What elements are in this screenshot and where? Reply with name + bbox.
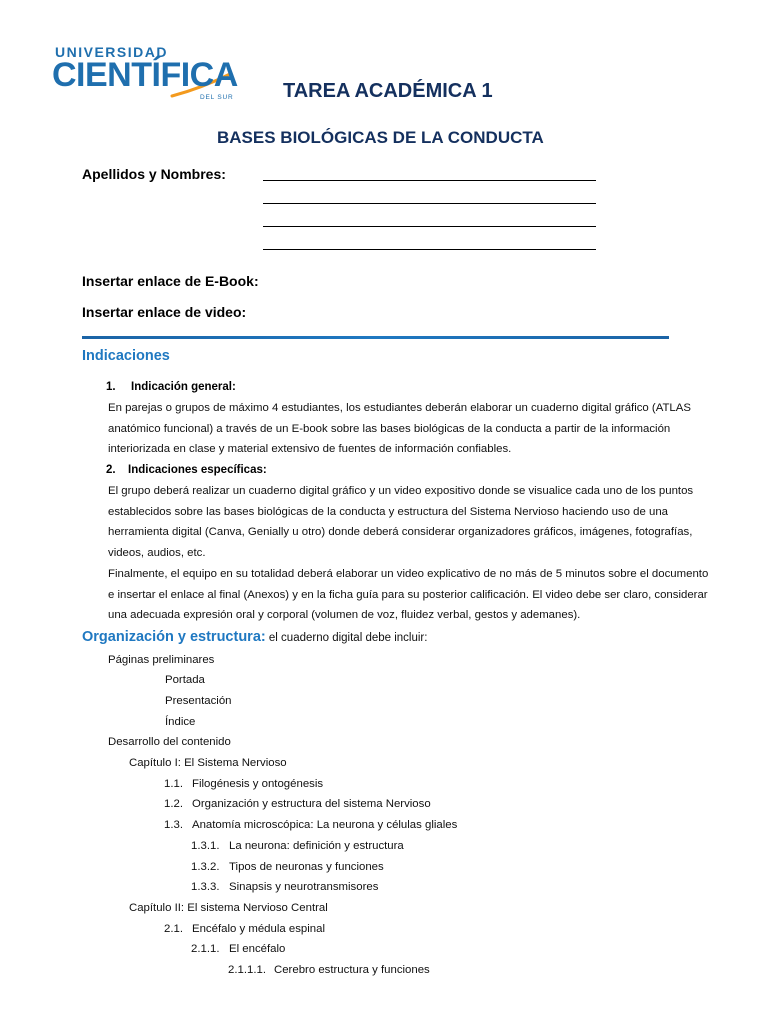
- item1-line: anatómico funcional) a través de un E-book sobre las bases biológicas de la conducta a partir de la información: [108, 422, 671, 435]
- toc-prelim-item: Presentación: [165, 695, 232, 707]
- page-subtitle: BASES BIOLÓGICAS DE LA CONDUCTA: [217, 128, 544, 147]
- indicaciones-heading: Indicaciones: [82, 348, 170, 364]
- toc-item-number: 1.2.: [164, 798, 183, 810]
- toc-subitem: [191, 943, 285, 955]
- toc-item: [164, 819, 457, 831]
- section-divider: [82, 336, 669, 339]
- toc-prelim-item: Índice: [165, 716, 196, 728]
- page-title: TAREA ACADÉMICA 1: [283, 80, 493, 102]
- item2b-line: e insertar el enlace al final (Anexos) y en la ficha guía para su posterior calificación. El video debe ser claro, considerar: [108, 588, 708, 601]
- organizacion-intro: el cuaderno digital debe incluir:: [265, 632, 428, 644]
- toc-item-text: Encéfalo y médula espinal: [192, 923, 325, 935]
- toc-item-number: 2.1.: [164, 923, 183, 935]
- toc-item: [164, 923, 325, 935]
- item2-line: establecidos sobre las bases biológicas de la conducta y estructura del Sistema Nervioso haciendo uso de una: [108, 505, 668, 518]
- item2-number: 2.: [106, 464, 116, 476]
- toc-subitem: [191, 861, 384, 873]
- logo-cientifica: CIENTÍFICA: [52, 56, 238, 94]
- toc-subitem-number: 2.1.1.: [191, 943, 220, 955]
- toc-item: [164, 798, 431, 810]
- item2-line: El grupo deberá realizar un cuaderno digital gráfico y un video expositivo donde se visualice cada uno de los puntos: [108, 485, 694, 497]
- item2-line: videos, audios, etc.: [108, 547, 206, 560]
- item1-paragraph: [108, 398, 691, 460]
- video-link-label: Insertar enlace de video:: [82, 304, 247, 320]
- names-blank-line-1[interactable]: [263, 180, 596, 181]
- names-blank-line-3[interactable]: [263, 226, 596, 227]
- toc-chapter-1: Capítulo I: El Sistema Nervioso: [129, 757, 287, 769]
- item2b-line: Finalmente, el equipo en su totalidad deberá elaborar un video explicativo de no más de 5 minutos sobre el documento: [108, 567, 709, 580]
- toc-subitem-number: 1.3.2.: [191, 861, 220, 873]
- item2-line: herramienta digital (Canva, Genially u otro) donde deberá considerar organizadores gráficos, imágenes, fotografías,: [108, 526, 693, 539]
- toc-item: [164, 778, 323, 790]
- logo-universidad: UNIVERSIDAD: [55, 44, 168, 60]
- toc-subsubitem-number: 2.1.1.1.: [228, 964, 266, 976]
- item1-title: Indicación general:: [131, 381, 236, 393]
- toc-subsubitem-text: Cerebro estructura y funciones: [274, 964, 430, 976]
- logo-del-sur: DEL SUR: [200, 94, 234, 101]
- toc-prelim: Páginas preliminares: [108, 654, 215, 666]
- item1-line: En parejas o grupos de máximo 4 estudiantes, los estudiantes deberán elaborar un cuaderno digital gráfico (ATLAS: [108, 402, 691, 414]
- organizacion-heading: [82, 629, 427, 645]
- names-blank-line-4[interactable]: [263, 249, 596, 250]
- names-label: Apellidos y Nombres:: [82, 166, 226, 182]
- toc-subitem-text: La neurona: definición y estructura: [229, 840, 404, 852]
- toc-subitem-text: Tipos de neuronas y funciones: [229, 861, 384, 873]
- names-blank-line-2[interactable]: [263, 203, 596, 204]
- toc-subsubitem: [228, 964, 430, 976]
- item1-number: 1.: [106, 381, 116, 393]
- ebook-link-label: Insertar enlace de E-Book:: [82, 273, 259, 289]
- toc-subitem-number: 1.3.3.: [191, 881, 220, 893]
- toc-prelim-item: Portada: [165, 674, 205, 686]
- toc-item-number: 1.1.: [164, 778, 183, 790]
- item1-line: interiorizada en clase y material extensivo de fuentes de información confiables.: [108, 443, 512, 456]
- toc-subitem-text: El encéfalo: [229, 943, 286, 955]
- toc-subitem-text: Sinapsis y neurotransmisores: [229, 881, 379, 893]
- organizacion-heading-text: Organización y estructura:: [82, 629, 266, 645]
- item2b-line: una adecuada expresión oral y corporal (volumen de voz, fluidez verbal, gestos y ademanes).: [108, 609, 581, 622]
- toc-item-text: Filogénesis y ontogénesis: [192, 778, 324, 790]
- toc-subitem: [191, 840, 404, 852]
- toc-item-text: Anatomía microscópica: La neurona y células gliales: [192, 819, 458, 831]
- item2-title: Indicaciones específicas:: [128, 464, 267, 476]
- toc-subitem-number: 1.3.1.: [191, 840, 220, 852]
- item2-paragraph: [108, 481, 709, 626]
- toc-desarrollo: Desarrollo del contenido: [108, 736, 231, 748]
- toc-item-number: 1.3.: [164, 819, 183, 831]
- toc-subitem: [191, 881, 378, 893]
- toc-chapter-2: Capítulo II: El sistema Nervioso Central: [129, 902, 328, 914]
- toc-item-text: Organización y estructura del sistema Nervioso: [192, 798, 431, 810]
